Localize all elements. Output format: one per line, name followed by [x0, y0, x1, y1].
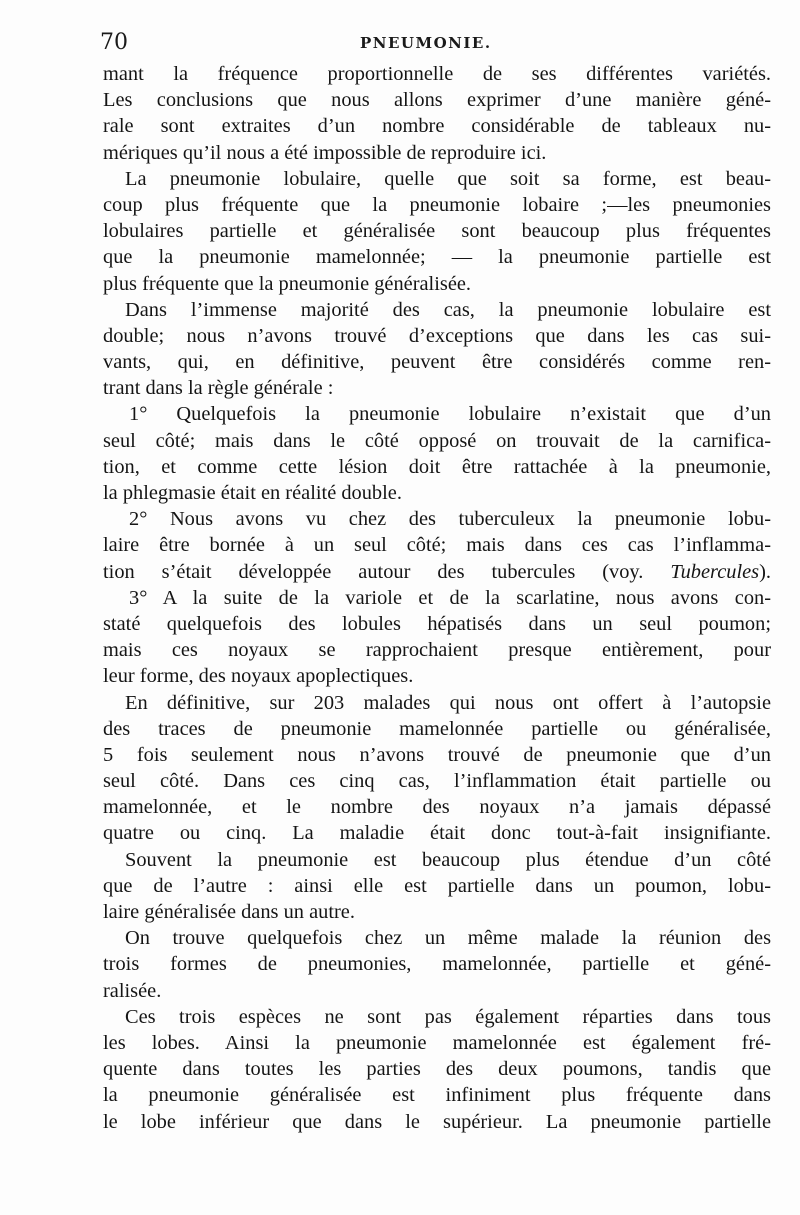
text-line: laire être bornée à un seul côté; mais dans ces cas l’inflamma- — [103, 534, 771, 557]
text-line: mamelonnée, et le nombre des noyaux n’a jamais dépassé — [103, 796, 771, 819]
text-line: leur forme, des noyaux apoplectiques. — [103, 665, 414, 688]
text-line: mant la fréquence proportionnelle de ses différentes variétés. — [103, 63, 771, 85]
text-run: ). — [759, 560, 771, 583]
text-line: laire généralisée dans un autre. — [103, 901, 355, 923]
paragraph-start-line: Ces trois espèces ne sont pas également réparties dans tous — [125, 1005, 771, 1028]
text-line: seul côté. Dans ces cinq cas, l’inflammation était partielle ou — [103, 770, 771, 793]
text-line: le lobe inférieur que dans le supérieur. La pneumonie partielle — [103, 1110, 771, 1133]
text-line: tion, et comme cette lésion doit être rattachée à la pneumonie, — [103, 455, 771, 478]
paragraph-start-line: Dans l’immense majorité des cas, la pneumonie lobulaire est — [125, 298, 771, 321]
paragraph-start-line: 3° A la suite de la variole et de la scarlatine, nous avons con- — [129, 586, 771, 609]
paragraph-start-line: 1° Quelquefois la pneumonie lobulaire n’existait que d’un — [129, 403, 771, 426]
text-line: des traces de pneumonie mamelonnée partielle ou généralisée, — [103, 717, 771, 740]
paragraph-start-line: La pneumonie lobulaire, quelle que soit sa forme, est beau- — [125, 167, 771, 190]
text-line: la pneumonie généralisée est infiniment plus fréquente dans — [103, 1084, 771, 1107]
running-head-title: PNEUMONIE. — [360, 34, 492, 52]
text-line: trois formes de pneumonies, mamelonnée, partielle et géné- — [103, 953, 771, 976]
text-line-with-italic — [103, 559, 771, 585]
page-number: 70 — [100, 30, 128, 55]
text-line: staté quelquefois des lobules hépatisés dans un seul poumon; — [103, 612, 771, 635]
text-line: ralisée. — [103, 979, 162, 1002]
text-line: coup plus fréquente que la pneumonie lobaire ;—les pneumonies — [103, 193, 771, 216]
text-line: mériques qu’il nous a été impossible de reproduire ici. — [103, 141, 547, 164]
text-line: quatre ou cinq. La maladie était donc tout-à-fait insignifiante. — [103, 822, 771, 845]
text-line: rale sont extraites d’un nombre considérable de tableaux nu- — [103, 115, 771, 138]
text-line: double; nous n’avons trouvé d’exceptions que dans les cas sui- — [103, 324, 771, 347]
text-line: la phlegmasie était en réalité double. — [103, 482, 402, 504]
text-line: seul côté; mais dans le côté opposé on trouvait de la carnifica- — [103, 429, 771, 452]
text-line: quente dans toutes les parties des deux poumons, tandis que — [103, 1058, 771, 1081]
italic-term: Tubercules — [670, 560, 760, 583]
paragraph-start-line: 2° Nous avons vu chez des tuberculeux la pneumonie lobu- — [129, 508, 771, 531]
text-line: Les conclusions que nous allons exprimer d’une manière géné- — [103, 89, 771, 112]
paragraph-start-line: Souvent la pneumonie est beaucoup plus étendue d’un côté — [125, 848, 771, 871]
text-line: les lobes. Ainsi la pneumonie mamelonnée est également fré- — [103, 1031, 771, 1054]
text-line: 5 fois seulement nous n’avons trouvé de pneumonie que d’un — [103, 743, 771, 766]
text-line: lobulaires partielle et généralisée sont beaucoup plus fréquentes — [103, 220, 771, 243]
text-line: trant dans la règle générale : — [103, 377, 334, 400]
text-run: tion s’était développée autour des tubercules (voy. — [103, 560, 644, 583]
body-text — [103, 61, 771, 1135]
text-line: plus fréquente que la pneumonie généralisée. — [103, 272, 472, 295]
text-line: que la pneumonie mamelonnée; — la pneumonie partielle est — [103, 246, 771, 269]
paragraph-start-line: En définitive, sur 203 malades qui nous ont offert à l’autopsie — [125, 691, 771, 714]
paragraph-start-line: On trouve quelquefois chez un même malade la réunion des — [125, 927, 771, 950]
text-line: que de l’autre : ainsi elle est partielle dans un poumon, lobu- — [103, 874, 771, 897]
text-line: vants, qui, en définitive, peuvent être considérés comme ren- — [103, 351, 771, 374]
text-line: mais ces noyaux se rapprochaient presque entièrement, pour — [103, 639, 771, 662]
running-head — [100, 30, 770, 60]
